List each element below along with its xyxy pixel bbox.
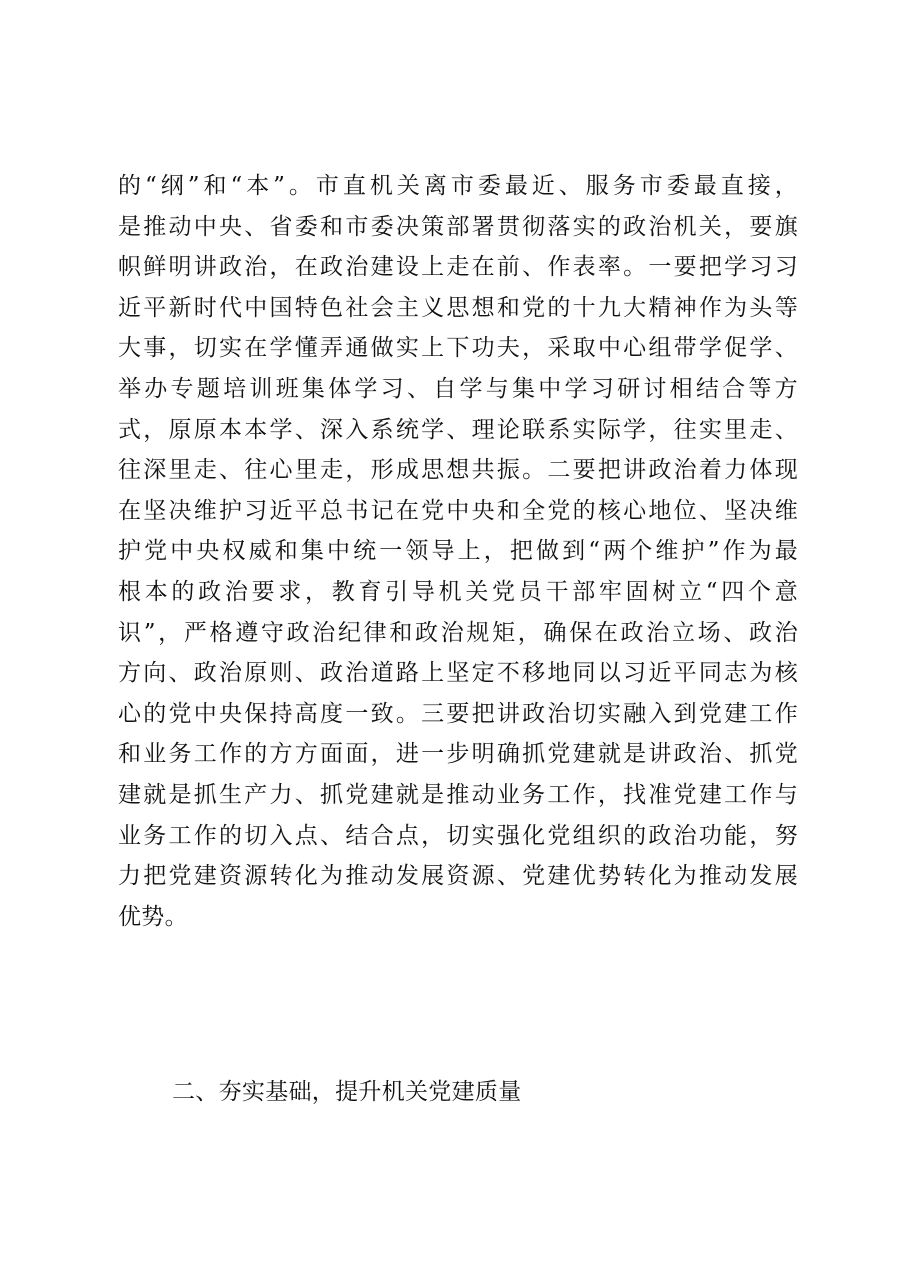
paragraph-line: 识”，严格遵守政治纪律和政治规矩，确保在政治立场、政治	[118, 619, 798, 646]
paragraph-line: 举办专题培训班集体学习、自学与集中学习研讨相结合等方	[118, 375, 798, 402]
paragraph-line: 业务工作的切入点、结合点，切实强化党组织的政治功能，努	[118, 822, 798, 849]
paragraph-line: 近平新时代中国特色社会主义思想和党的十九大精神作为头等	[118, 294, 798, 321]
paragraph-line: 在坚决维护习近平总书记在党中央和全党的核心地位、坚决维	[118, 497, 798, 524]
paragraph-line: 往深里走、往心里走，形成思想共振。二要把讲政治着力体现	[118, 457, 798, 484]
paragraph-line: 大事，切实在学懂弄通做实上下功夫，采取中心组带学促学、	[118, 335, 798, 362]
paragraph-line: 和业务工作的方方面面，进一步明确抓党建就是讲政治、抓党	[118, 741, 798, 768]
paragraph-line: 力把党建资源转化为推动发展资源、党建优势转化为推动发展	[118, 863, 798, 890]
paragraph-line: 根本的政治要求，教育引导机关党员干部牢固树立“四个意	[118, 578, 798, 605]
paragraph-line: 优势。	[118, 903, 188, 930]
paragraph-line: 是推动中央、省委和市委决策部署贯彻落实的政治机关，要旗	[118, 213, 798, 240]
paragraph-line: 方向、政治原则、政治道路上坚定不移地同以习近平同志为核	[118, 660, 798, 687]
paragraph-line: 帜鲜明讲政治，在政治建设上走在前、作表率。一要把学习习	[118, 254, 798, 281]
section-heading: 二、夯实基础，提升机关党建质量	[172, 1079, 522, 1105]
paragraph-line: 心的党中央保持高度一致。三要把讲政治切实融入到党建工作	[118, 700, 798, 727]
paragraph-line: 的“纲”和“本”。市直机关离市委最近、服务市委最直接，	[118, 173, 798, 199]
paragraph-line: 护党中央权威和集中统一领导上，把做到“两个维护”作为最	[118, 538, 798, 565]
paragraph-line: 建就是抓生产力、抓党建就是推动业务工作，找准党建工作与	[118, 781, 798, 808]
body-paragraph	[118, 166, 798, 937]
paragraph-line: 式，原原本本学、深入系统学、理论联系实际学，往实里走、	[118, 416, 798, 443]
